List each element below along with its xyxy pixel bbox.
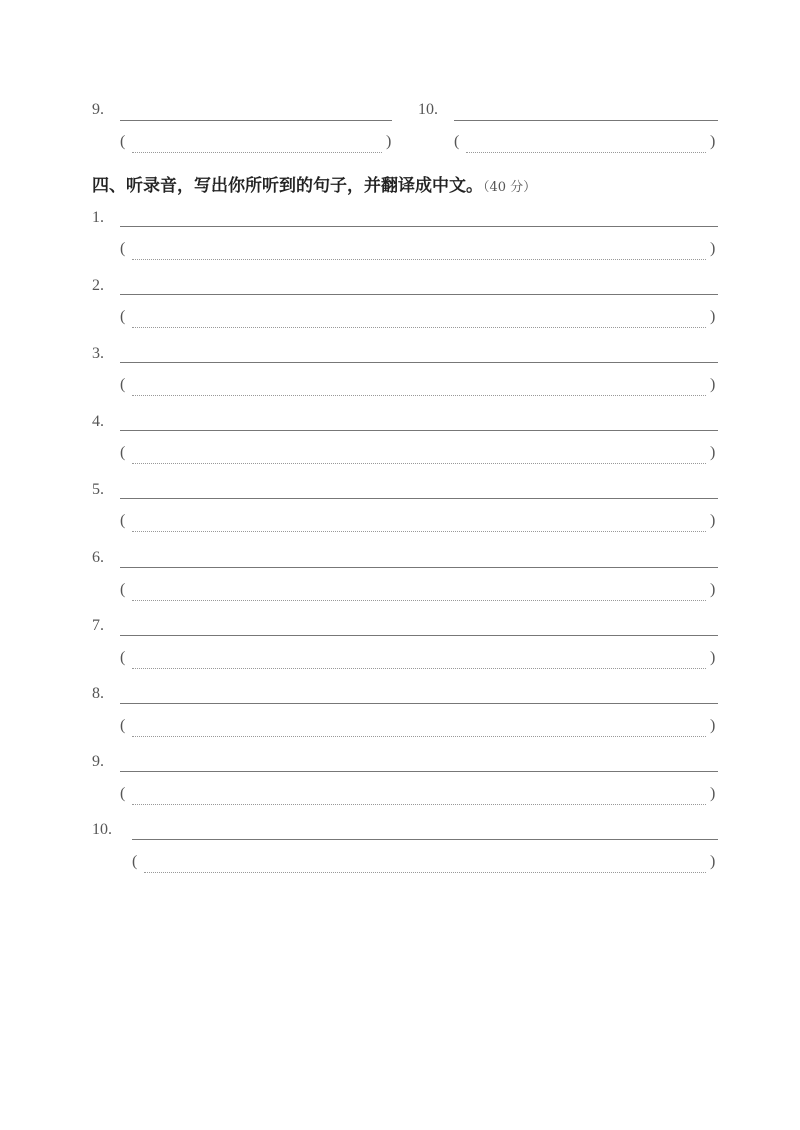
answer-line[interactable]	[120, 703, 718, 704]
translation-line[interactable]	[132, 600, 706, 601]
close-paren: )	[386, 133, 392, 150]
open-paren: (	[454, 133, 460, 150]
answer-line[interactable]	[120, 362, 718, 363]
section-score: （40 分）	[483, 180, 537, 195]
open-paren: (	[120, 512, 126, 529]
open-paren: (	[120, 649, 126, 666]
answer-line[interactable]	[120, 498, 718, 499]
answer-line[interactable]	[120, 567, 718, 568]
answer-line[interactable]	[132, 839, 718, 840]
section-title: 四、听录音，写出你所听到的句子，并翻译成中文。	[92, 176, 483, 196]
close-paren: )	[710, 785, 716, 802]
open-paren: (	[132, 853, 138, 870]
translation-line[interactable]	[132, 463, 706, 464]
translation-line[interactable]	[132, 327, 706, 328]
answer-line[interactable]	[120, 226, 718, 227]
open-paren: (	[120, 717, 126, 734]
section-heading	[92, 171, 536, 196]
open-paren: (	[120, 444, 126, 461]
open-paren: (	[120, 308, 126, 325]
open-paren: (	[120, 240, 126, 257]
answer-line[interactable]	[120, 771, 718, 772]
open-paren: (	[120, 133, 126, 150]
translation-line[interactable]	[132, 668, 706, 669]
close-paren: )	[710, 512, 716, 529]
close-paren: )	[710, 133, 716, 150]
answer-line[interactable]	[120, 294, 718, 295]
item-number: 3.	[92, 345, 104, 362]
close-paren: )	[710, 308, 716, 325]
item-number: 5.	[92, 481, 104, 498]
open-paren: (	[120, 581, 126, 598]
close-paren: )	[710, 444, 716, 461]
close-paren: )	[710, 376, 716, 393]
open-paren: (	[120, 376, 126, 393]
close-paren: )	[710, 853, 716, 870]
item-number: 8.	[92, 685, 104, 702]
item-number: 10.	[418, 101, 438, 118]
item-number: 1.	[92, 209, 104, 226]
close-paren: )	[710, 581, 716, 598]
translation-line[interactable]	[132, 395, 706, 396]
answer-line[interactable]	[120, 635, 718, 636]
answer-line[interactable]	[120, 430, 718, 431]
translation-line[interactable]	[132, 531, 706, 532]
translation-line[interactable]	[132, 804, 706, 805]
translation-line[interactable]	[132, 259, 706, 260]
item-number: 7.	[92, 617, 104, 634]
close-paren: )	[710, 717, 716, 734]
open-paren: (	[120, 785, 126, 802]
item-number: 10.	[92, 821, 112, 838]
translation-line[interactable]	[144, 872, 706, 873]
answer-line[interactable]	[454, 120, 718, 121]
item-number: 9.	[92, 101, 104, 118]
answer-line[interactable]	[120, 120, 392, 121]
item-number: 9.	[92, 753, 104, 770]
item-number: 2.	[92, 277, 104, 294]
translation-line[interactable]	[466, 152, 706, 153]
item-number: 6.	[92, 549, 104, 566]
item-number: 4.	[92, 413, 104, 430]
translation-line[interactable]	[132, 736, 706, 737]
close-paren: )	[710, 240, 716, 257]
translation-line[interactable]	[132, 152, 382, 153]
close-paren: )	[710, 649, 716, 666]
